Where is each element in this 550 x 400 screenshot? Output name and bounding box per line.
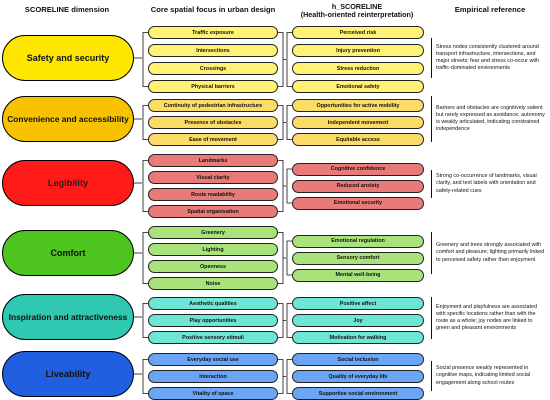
health-pill: Cognitive confidence bbox=[292, 163, 424, 176]
bracket-line bbox=[278, 106, 286, 140]
health-pill: Quality of everyday life bbox=[292, 370, 424, 383]
dimension-pill: Safety and security bbox=[2, 35, 134, 81]
health-pill: Social inclusion bbox=[292, 353, 424, 366]
core-focus-pill: Everyday social use bbox=[148, 353, 278, 366]
core-focus-pill: Presence of obstacles bbox=[148, 116, 278, 129]
core-focus-pill: Openness bbox=[148, 260, 278, 273]
dimension-pill: Legibility bbox=[2, 160, 134, 206]
core-focus-pill: Interaction bbox=[148, 370, 278, 383]
empirical-reference-text: Social presence weakly represented in cognitive maps, indicating limited social engagement along school routes bbox=[431, 361, 547, 391]
bracket-line bbox=[143, 33, 148, 87]
health-pill: Positive affect bbox=[292, 297, 424, 310]
core-focus-pill: Lighting bbox=[148, 243, 278, 256]
header-h-scoreline-subtitle: (Health-oriented reinterpretation) bbox=[300, 10, 414, 20]
health-pill: Opportunities for active mobility bbox=[292, 99, 424, 112]
health-pill: Perceived risk bbox=[292, 26, 424, 39]
core-focus-pill: Route readability bbox=[148, 188, 278, 201]
core-focus-pill: Spatial organisation bbox=[148, 205, 278, 218]
health-pill: Reduced anxiety bbox=[292, 180, 424, 193]
core-focus-pill: Aesthetic qualities bbox=[148, 297, 278, 310]
empirical-reference-text: Enjoyment and playfulness are associated with specific locations rather than with the route as a whole; joy nodes are linked to green and pleasant environments bbox=[431, 297, 547, 339]
core-focus-pill: Vitality of space bbox=[148, 387, 278, 400]
dimension-pill: Convenience and accessibility bbox=[2, 96, 134, 142]
header-core: Core spatial focus in urban design bbox=[150, 5, 276, 14]
empirical-reference-text: Barriers and obstacles are cognitively salient but rarely expressed as avoidance; autonomy is weakly articulated, indicating constrained independence bbox=[431, 96, 547, 142]
health-pill: Injury prevention bbox=[292, 44, 424, 57]
core-focus-pill: Traffic exposure bbox=[148, 26, 278, 39]
bracket-line bbox=[278, 33, 286, 87]
core-focus-pill: Intersections bbox=[148, 44, 278, 57]
header-h-scoreline-title: h_SCORELINE bbox=[331, 2, 383, 11]
core-focus-pill: Visual clarity bbox=[148, 171, 278, 184]
dimension-pill: Inspiration and attractiveness bbox=[2, 294, 134, 340]
health-pill: Motivation for walking bbox=[292, 331, 424, 344]
header-empirical: Empirical reference bbox=[454, 5, 526, 14]
bracket-line bbox=[278, 360, 286, 394]
bracket-line bbox=[143, 233, 148, 284]
dimension-pill: Comfort bbox=[2, 230, 134, 276]
health-pill: Mental well-being bbox=[292, 269, 424, 282]
bracket-line bbox=[278, 233, 286, 284]
empirical-reference-text: Strong co-occurrence of landmarks, visual clarity, and text labels with orientation and safety-related cues bbox=[431, 170, 547, 198]
core-focus-pill: Crossings bbox=[148, 62, 278, 75]
core-focus-pill: Play opportunities bbox=[148, 314, 278, 327]
core-focus-pill: Landmarks bbox=[148, 154, 278, 167]
bracket-line bbox=[143, 161, 148, 212]
health-pill: Emotional security bbox=[292, 197, 424, 210]
core-focus-pill: Greenery bbox=[148, 226, 278, 239]
empirical-reference-text: Stress nodes consistently clustered around transport infrastructure, intersections, and major streets; fear and stress co-occur with traffic-dominated environments bbox=[431, 38, 547, 78]
health-pill: Emotional regulation bbox=[292, 235, 424, 248]
core-focus-pill: Continuity of pedestrian infrastructure bbox=[148, 99, 278, 112]
bracket-line bbox=[278, 304, 286, 338]
health-pill: Supportive social environment bbox=[292, 387, 424, 400]
health-pill: Stress reduction bbox=[292, 62, 424, 75]
core-focus-pill: Physical barriers bbox=[148, 80, 278, 93]
core-focus-pill: Ease of movement bbox=[148, 133, 278, 146]
header-dimension: SCORELINE dimension bbox=[24, 5, 110, 14]
health-pill: Emotional safety bbox=[292, 80, 424, 93]
bracket-line bbox=[287, 33, 292, 87]
health-pill: Joy bbox=[292, 314, 424, 327]
bracket-line bbox=[278, 161, 286, 212]
health-pill: Equitable access bbox=[292, 133, 424, 146]
core-focus-pill: Positive sensory stimuli bbox=[148, 331, 278, 344]
dimension-pill: Liveability bbox=[2, 351, 134, 397]
health-pill: Independent movement bbox=[292, 116, 424, 129]
core-focus-pill: Noise bbox=[148, 277, 278, 290]
empirical-reference-text: Greenery and trees strongly associated with comfort and pleasure; lighting primarily linked to perceived safety rather than enjoyment bbox=[431, 232, 547, 274]
health-pill: Sensory comfort bbox=[292, 252, 424, 265]
